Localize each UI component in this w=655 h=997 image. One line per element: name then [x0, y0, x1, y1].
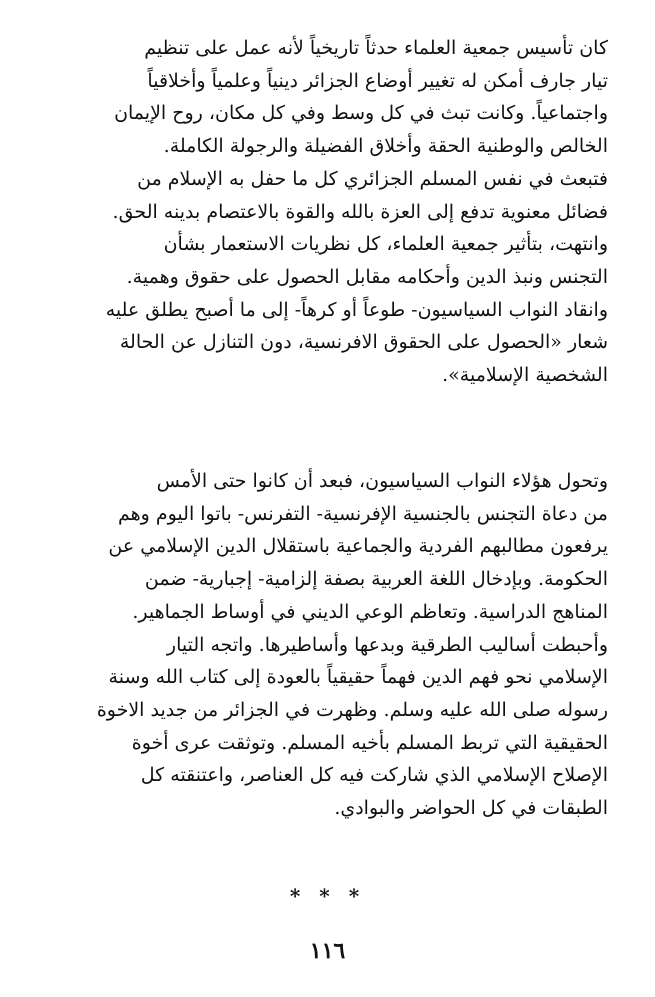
paragraph-1 [66, 32, 608, 392]
paragraph-2-line: الحكومة. وبإدخال اللغة العربية بصفة إلزامية- إجبارية- ضمن [144, 568, 608, 591]
paragraph-1-line: شعار «الحصول على الحقوق الافرنسية، دون التنازل عن الحالة [119, 331, 608, 354]
paragraph-1-line: وانقاد النواب السياسيون- طوعاً أو كرهاً- إلى ما أصبح يطلق عليه [105, 298, 608, 321]
section-separator: * * * [289, 884, 366, 908]
paragraph-2-line: المناهج الدراسية. وتعاظم الوعي الديني في أوساط الجماهير. [132, 600, 608, 623]
page-number: ١١٦ [309, 938, 346, 964]
paragraph-2-line: وتحول هؤلاء النواب السياسيون، فبعد أن كانوا حتى الأمس [156, 470, 608, 492]
paragraph-1-line: الشخصية الإسلامية». [442, 364, 608, 387]
paragraph-1-line: الخالص والوطنية الحقة وأخلاق الفضيلة والرجولة الكاملة. [163, 135, 608, 158]
paragraph-2-line: الإصلاح الإسلامي الذي شاركت فيه كل العناصر، واعتنقته كل [140, 764, 608, 787]
paragraph-1-line: التجنس ونبذ الدين وأحكامه مقابل الحصول على حقوق وهمية. [126, 265, 608, 288]
paragraph-1-line: واجتماعياً. وكانت تبث في كل وسط وفي كل مكان، روح الإيمان [114, 102, 608, 125]
paragraph-1-line: تيار جارف أمكن له تغيير أوضاع الجزائر دينياً وعلمياً وأخلاقياً [147, 69, 608, 92]
paragraph-1-line: فضائل معنوية تدفع إلى العزة بالله والقوة بالاعتصام بدينه الحق. [112, 200, 608, 223]
paragraph-2 [66, 465, 608, 825]
paragraph-1-line: وانتهت، بتأثير جمعية العلماء، كل نظريات الاستعمار بشأن [163, 233, 608, 256]
paragraph-1-line: كان تأسيس جمعية العلماء حدثاً تاريخياً لأنه عمل على تنظيم [144, 37, 608, 59]
paragraph-2-line: رسوله صلى الله عليه وسلم. وظهرت في الجزائر من جديد الاخوة [96, 698, 608, 721]
paragraph-2-line: وأحبطت أساليب الطرقية وبدعها وأساطيرها. واتجه التيار [166, 633, 608, 656]
paragraph-2-line: من دعاة التجنس بالجنسية الإفرنسية- التفرنس- باتوا اليوم وهم [117, 502, 608, 525]
paragraph-1-line: فتبعث في نفس المسلم الجزائري كل ما حفل به الإسلام من [137, 167, 608, 190]
paragraph-2-line: الطبقات في كل الحواضر والبوادي. [334, 797, 608, 820]
paragraph-2-line: الحقيقية التي تربط المسلم بأخيه المسلم. وتوثقت عرى أخوة [131, 731, 608, 754]
paragraph-2-line: الإسلامي نحو فهم الدين فهماً حقيقياً بالعودة إلى كتاب الله وسنة [108, 666, 608, 689]
paragraph-2-line: يرفعون مطالبهم الفردية والجماعية باستقلال الدين الإسلامي عن [108, 535, 608, 558]
